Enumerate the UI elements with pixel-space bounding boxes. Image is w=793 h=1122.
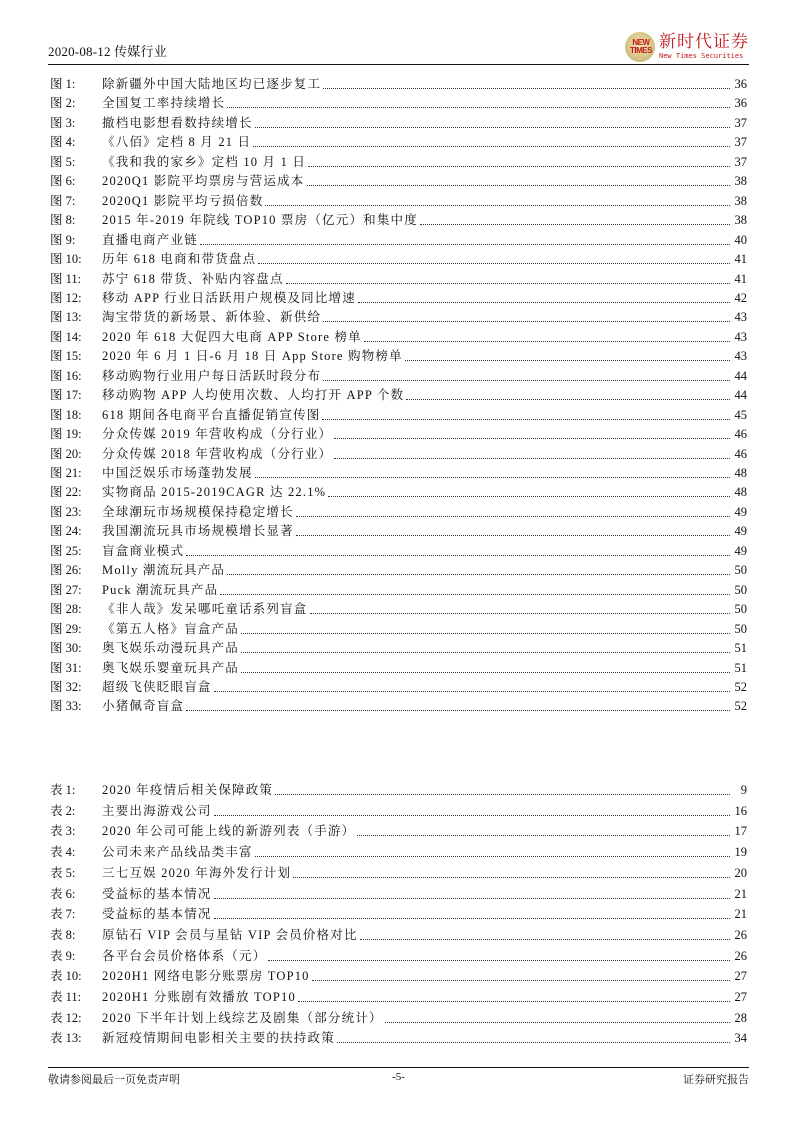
toc-entry-label: 图 5: [50,154,76,169]
toc-dot-leader [334,457,730,459]
toc-entry-page: 42 [734,290,747,305]
toc-entry-label: 图 22: [50,485,82,500]
toc-dot-leader [227,106,730,108]
header-divider [48,64,749,65]
toc-dot-leader [293,876,730,878]
logo-emblem-line1: NEW [632,38,650,47]
toc-entry-title: 除新疆外中国大陆地区均已逐步复工 [102,77,322,91]
toc-dot-leader [310,612,730,614]
toc-entry-label: 表 9: [50,948,76,963]
toc-entry-page: 49 [734,543,747,558]
toc-entry-label: 表 11: [50,990,82,1004]
figure-toc-entry[interactable] [50,678,747,696]
figure-toc-entry[interactable] [50,211,747,229]
toc-entry-page: 26 [734,948,747,963]
toc-entry-page: 50 [734,563,747,578]
toc-entry-label: 图 27: [50,582,82,597]
toc-entry-title: 受益标的基本情况 [102,886,212,901]
toc-dot-leader [214,917,730,919]
toc-entry-title: 淘宝带货的新场景、新体验、新供给 [102,310,322,325]
figure-toc-entry[interactable] [50,347,747,365]
figure-toc-entry[interactable] [50,581,747,599]
toc-entry-title: 2020 年 6 月 1 日-6 月 18 日 App Store 购物榜单 [102,349,403,364]
toc-entry-title: 《第五人格》盲盒产品 [102,621,240,636]
figure-toc-entry[interactable] [50,639,747,657]
figure-toc-entry[interactable] [50,483,747,501]
toc-dot-leader [186,554,730,556]
figure-toc-entry[interactable] [50,522,747,540]
toc-entry-title: 主要出海游戏公司 [102,803,212,818]
toc-entry-label: 图 33: [50,699,82,714]
toc-dot-leader [360,938,730,940]
toc-entry-page: 50 [734,582,747,597]
toc-entry-page: 27 [734,969,747,984]
toc-entry-label: 图 24: [50,524,82,539]
table-toc-entry[interactable] [50,947,747,965]
toc-dot-leader [405,359,730,361]
toc-entry-title: 《我和我的家乡》定档 10 月 1 日 [102,154,307,169]
figure-toc-entry[interactable] [50,172,747,190]
company-logo [625,30,749,64]
toc-entry-title: 受益标的基本情况 [102,907,212,922]
toc-dot-leader [406,398,730,400]
toc-dot-leader [337,1041,730,1043]
toc-dot-leader [255,126,730,128]
toc-entry-label: 图 8: [50,213,76,228]
toc-entry-title: 历年 618 电商和带货盘点 [102,252,257,267]
toc-entry-title: 《非人哉》发呆哪吒童话系列盲盒 [102,602,308,617]
toc-entry-page: 43 [734,329,747,344]
toc-dot-leader [268,959,730,961]
figure-toc-entry[interactable] [50,308,747,326]
toc-entry-title: 原钻石 VIP 会员与星钻 VIP 会员价格对比 [102,927,358,942]
figure-toc-entry[interactable] [50,406,747,424]
toc-entry-label: 图 19: [50,427,82,442]
figure-toc-entry[interactable] [50,75,747,93]
toc-entry-page: 41 [734,252,747,267]
toc-dot-leader [298,1000,730,1002]
table-toc-entry[interactable] [50,1009,747,1027]
toc-entry-title: 我国潮流玩具市场规模增长显著 [102,524,294,539]
toc-entry-title: 2020 年公司可能上线的新游列表（手游） [102,824,356,839]
toc-entry-title: 分众传媒 2019 年营收构成（分行业） [102,427,333,442]
toc-entry-label: 表 12: [50,1010,82,1025]
toc-dot-leader [296,515,730,517]
toc-dot-leader [186,709,730,711]
toc-entry-page: 41 [734,271,747,286]
figure-toc-entry[interactable] [50,153,747,171]
figure-toc-entry[interactable] [50,250,747,268]
toc-entry-label: 图 2: [50,96,76,111]
toc-entry-page: 36 [734,96,747,111]
figure-toc-entry[interactable] [50,600,747,618]
toc-entry-label: 图 12: [50,290,82,305]
logo-emblem-icon [625,32,655,62]
toc-entry-label: 表 2: [50,803,76,818]
toc-entry-label: 图 31: [50,660,82,675]
figure-toc-entry[interactable] [50,542,747,560]
toc-entry-label: 图 16: [50,368,82,383]
toc-entry-page: 43 [734,310,747,325]
toc-entry-title: 618 期间各电商平台直播促销宣传图 [102,407,321,422]
table-toc-entry[interactable] [50,1029,747,1047]
footer-doc-type: 证券研究报告 [683,1074,749,1086]
toc-dot-leader [241,632,730,634]
figure-toc-entry[interactable] [50,561,747,579]
toc-entry-title: 中国泛娱乐市场蓬勃发展 [102,466,253,480]
table-toc-entry[interactable] [50,781,747,799]
toc-entry-title: Puck 潮流玩具产品 [102,582,219,597]
figure-toc-entry[interactable] [50,659,747,677]
table-toc-entry[interactable] [50,885,747,903]
toc-dot-leader [258,262,730,264]
toc-entry-page: 40 [734,232,747,247]
toc-entry-label: 表 5: [50,865,76,880]
toc-entry-label: 图 26: [50,563,82,578]
toc-entry-label: 图 21: [50,466,82,480]
toc-entry-title: 小猪佩奇盲盒 [102,699,185,714]
logo-emblem-line2: TIMES [630,46,652,55]
toc-entry-title: 2020 年疫情后相关保障政策 [102,783,274,797]
toc-entry-title: 2020H1 网络电影分账票房 TOP10 [102,969,310,984]
toc-entry-page: 20 [734,865,747,880]
toc-entry-page: 46 [734,427,747,442]
page-footer [48,1071,749,1087]
toc-entry-label: 图 7: [50,193,76,208]
toc-entry-title: 全国复工率持续增长 [102,96,226,111]
toc-entry-label: 图 20: [50,446,82,461]
toc-dot-leader [323,87,730,89]
toc-entry-page: 21 [734,886,747,901]
toc-entry-label: 图 6: [50,174,76,189]
toc-entry-label: 图 10: [50,252,82,267]
toc-entry-title: 奥飞娱乐婴童玩具产品 [102,660,240,675]
figure-toc-entry[interactable] [50,114,747,132]
toc-dot-leader [385,1021,730,1023]
toc-entry-page: 43 [734,349,747,364]
footer-page-number: -5- [392,1071,405,1083]
toc-entry-page: 36 [734,77,747,91]
toc-entry-page: 37 [734,154,747,169]
toc-entry-page: 16 [734,803,747,818]
toc-entry-page: 37 [734,115,747,130]
toc-entry-title: 2020 下半年计划上线综艺及剧集（部分统计） [102,1010,383,1025]
toc-entry-title: 实物商品 2015-2019CAGR 达 22.1% [102,485,327,500]
toc-entry-title: Molly 潮流玩具产品 [102,563,226,578]
figure-toc-entry[interactable] [50,231,747,249]
toc-entry-label: 图 1: [50,77,76,91]
toc-entry-page: 45 [734,407,747,422]
toc-entry-label: 图 18: [50,407,82,422]
toc-entry-title: 2015 年-2019 年院线 TOP10 票房（亿元）和集中度 [102,213,418,228]
toc-entry-page: 38 [734,174,747,189]
toc-entry-page: 49 [734,504,747,519]
table-toc-entry[interactable] [50,802,747,820]
toc-entry-label: 表 7: [50,907,76,922]
toc-entry-label: 表 13: [50,1031,82,1046]
toc-dot-leader [275,793,730,795]
figure-toc-entry[interactable] [50,270,747,288]
toc-entry-label: 图 32: [50,679,82,694]
toc-entry-title: 2020H1 分账剧有效播放 TOP10 [102,990,296,1004]
toc-dot-leader [334,437,730,439]
logo-name-cn: 新时代证券 [659,32,749,52]
toc-entry-page: 28 [734,1010,747,1025]
toc-entry-title: 各平台会员价格体系（元） [102,948,267,963]
toc-entry-title: 2020Q1 影院平均票房与营运成本 [102,174,305,189]
toc-dot-leader [265,204,730,206]
figure-toc-entry[interactable] [50,620,747,638]
toc-entry-title: 2020 年 618 大促四大电商 APP Store 榜单 [102,329,362,344]
toc-dot-leader [253,145,730,147]
toc-dot-leader [358,301,730,303]
toc-dot-leader [357,834,730,836]
toc-entry-page: 9 [740,783,747,797]
toc-entry-page: 38 [734,193,747,208]
table-toc-entry[interactable] [50,967,747,985]
toc-entry-page: 51 [734,660,747,675]
table-toc-entry[interactable] [50,864,747,882]
toc-entry-label: 图 9: [50,232,76,247]
page-header [48,30,749,64]
toc-dot-leader [220,593,730,595]
toc-dot-leader [312,979,730,981]
toc-dot-leader [323,320,730,322]
toc-entry-title: 公司未来产品线品类丰富 [102,845,253,860]
toc-entry-label: 图 30: [50,641,82,656]
footer-divider [48,1067,749,1068]
toc-entry-title: 移动 APP 行业日活跃用户规模及同比增速 [102,290,356,305]
toc-entry-label: 表 3: [50,824,76,839]
toc-dot-leader [364,340,730,342]
toc-dot-leader [255,476,730,478]
toc-entry-title: 新冠疫情期间电影相关主要的扶持政策 [102,1031,335,1046]
table-toc-entry[interactable] [50,926,747,944]
toc-entry-title: 三七互娱 2020 年海外发行计划 [102,865,292,880]
figure-toc-entry[interactable] [50,328,747,346]
table-toc-entry[interactable] [50,822,747,840]
figure-toc-entry[interactable] [50,289,747,307]
toc-entry-label: 表 6: [50,886,76,901]
figure-toc-entry[interactable] [50,94,747,112]
figure-toc-entry[interactable] [50,445,747,463]
toc-dot-leader [227,573,730,575]
toc-entry-title: 盲盒商业模式 [102,543,185,558]
toc-dot-leader [241,671,730,673]
toc-entry-label: 图 4: [50,135,76,150]
toc-entry-title: 苏宁 618 带货、补贴内容盘点 [102,271,284,286]
toc-entry-label: 图 23: [50,504,82,519]
toc-entry-label: 图 13: [50,310,82,325]
toc-entry-label: 图 29: [50,621,82,636]
footer-disclaimer: 敬请参阅最后一页免责声明 [48,1074,180,1086]
toc-entry-page: 52 [734,699,747,714]
toc-dot-leader [328,495,730,497]
toc-entry-page: 48 [734,485,747,500]
toc-entry-page: 50 [734,621,747,636]
toc-dot-leader [255,855,730,857]
toc-entry-page: 38 [734,213,747,228]
toc-entry-title: 超级飞侠眨眼盲盒 [102,679,212,694]
logo-name-en: New Times Securities [659,52,744,60]
toc-dot-leader [296,534,730,536]
toc-entry-page: 44 [734,388,747,403]
toc-entry-label: 图 15: [50,349,82,364]
toc-dot-leader [308,165,730,167]
toc-entry-title: 全球潮玩市场规模保持稳定增长 [102,504,294,519]
toc-entry-page: 48 [734,466,747,480]
toc-entry-title: 移动购物行业用户每日活跃时段分布 [102,368,322,383]
toc-entry-page: 27 [734,990,747,1004]
toc-entry-page: 21 [734,907,747,922]
figure-toc-entry[interactable] [50,464,747,482]
toc-entry-label: 表 4: [50,845,76,860]
toc-entry-label: 表 10: [50,969,82,984]
figure-toc-entry[interactable] [50,697,747,715]
toc-entry-title: 分众传媒 2018 年营收构成（分行业） [102,446,333,461]
toc-entry-label: 表 8: [50,927,76,942]
toc-dot-leader [200,243,730,245]
table-toc-entry[interactable] [50,843,747,861]
figure-toc-entry[interactable] [50,503,747,521]
figure-toc-entry[interactable] [50,367,747,385]
toc-dot-leader [307,184,730,186]
toc-dot-leader [214,690,730,692]
toc-entry-title: 2020Q1 影院平均亏损倍数 [102,193,264,208]
toc-entry-page: 49 [734,524,747,539]
toc-entry-page: 46 [734,446,747,461]
header-date-section: 2020-08-12 传媒行业 [48,44,167,59]
toc-entry-page: 51 [734,641,747,656]
table-toc-entry[interactable] [50,905,747,923]
figure-toc-entry[interactable] [50,133,747,151]
toc-dot-leader [420,223,730,225]
toc-entry-label: 图 11: [50,271,82,286]
toc-dot-leader [286,282,730,284]
figure-toc-entry[interactable] [50,425,747,443]
toc-entry-page: 34 [734,1031,747,1046]
toc-entry-page: 17 [734,824,747,839]
toc-entry-page: 52 [734,679,747,694]
toc-entry-label: 图 28: [50,602,82,617]
toc-entry-title: 《八佰》定档 8 月 21 日 [102,135,252,150]
toc-entry-page: 37 [734,135,747,150]
toc-entry-label: 图 14: [50,329,82,344]
toc-dot-leader [214,897,730,899]
toc-entry-label: 图 17: [50,388,82,403]
table-toc-entry[interactable] [50,988,747,1006]
toc-entry-page: 50 [734,602,747,617]
toc-dot-leader [214,814,730,816]
toc-entry-label: 表 1: [50,783,76,797]
toc-entry-title: 撤档电影想看数持续增长 [102,115,253,130]
toc-entry-title: 直播电商产业链 [102,232,198,247]
logo-text [659,33,749,61]
toc-dot-leader [241,651,730,653]
toc-entry-page: 26 [734,927,747,942]
toc-entry-label: 图 25: [50,543,82,558]
toc-dot-leader [323,379,730,381]
toc-entry-page: 19 [734,845,747,860]
toc-entry-page: 44 [734,368,747,383]
toc-entry-label: 图 3: [50,115,76,130]
figure-toc-entry[interactable] [50,192,747,210]
figure-toc-entry[interactable] [50,386,747,404]
toc-dot-leader [322,418,730,420]
toc-entry-title: 奥飞娱乐动漫玩具产品 [102,641,240,656]
toc-entry-title: 移动购物 APP 人均使用次数、人均打开 APP 个数 [102,388,405,403]
